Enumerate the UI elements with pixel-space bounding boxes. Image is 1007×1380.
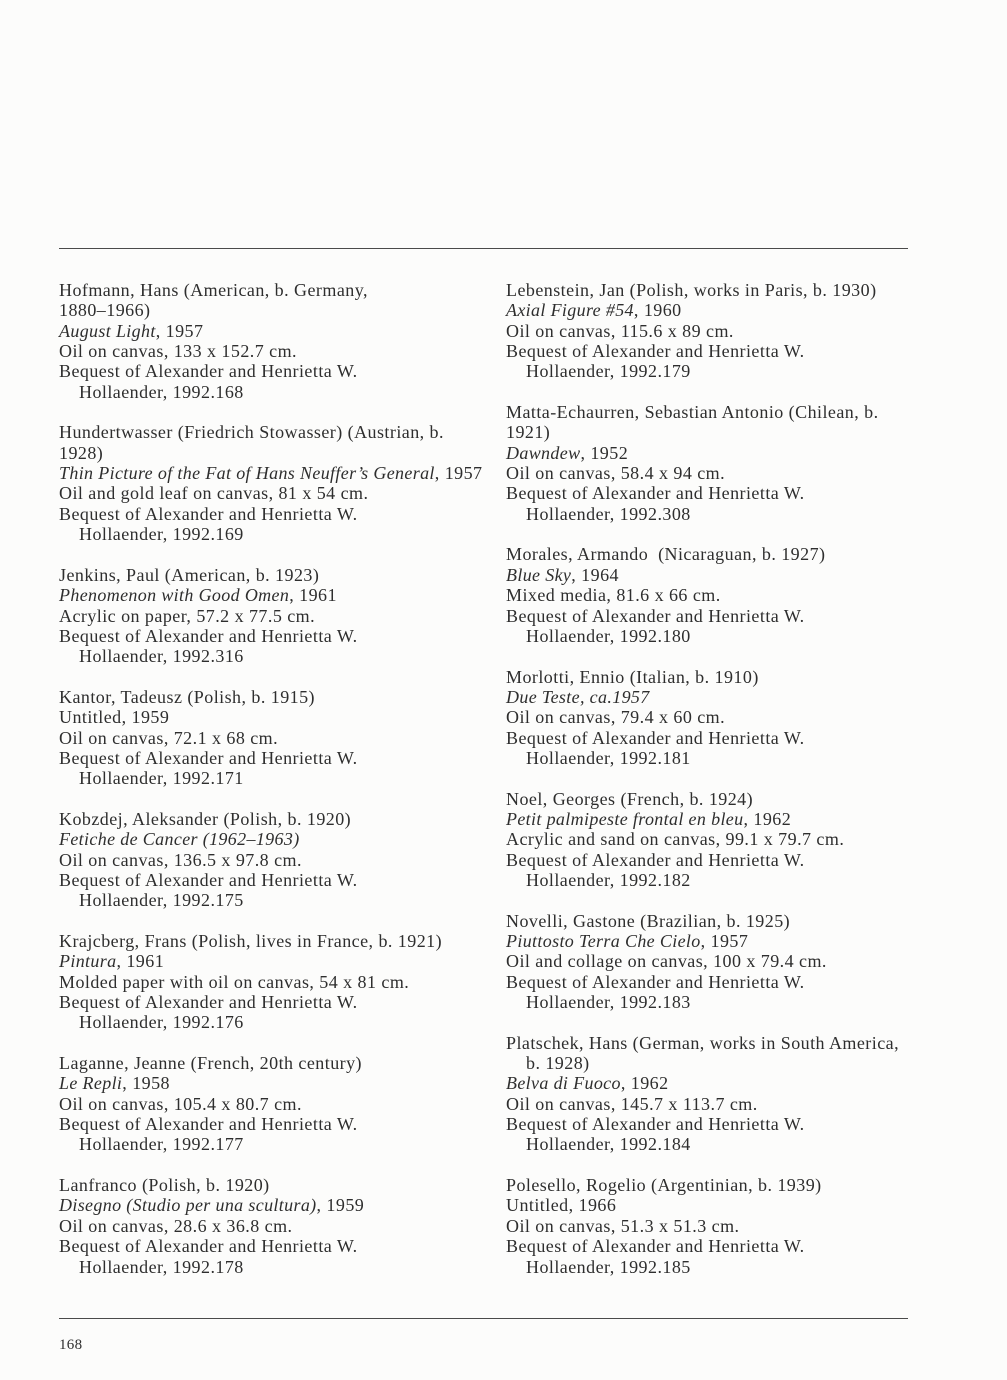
medium-dimensions: Oil on canvas, 145.7 x 113.7 cm. [506, 1093, 758, 1114]
accession-number: Hollaender, 1992.184 [526, 1134, 691, 1155]
credit-line: Bequest of Alexander and Henrietta W. [506, 341, 805, 362]
title-italic: Due Teste, ca.1957 [506, 686, 650, 707]
artist-name: Jenkins, Paul (American, b. 1923) [59, 564, 320, 585]
artwork-title [506, 443, 946, 463]
accession-number: Hollaender, 1992.185 [526, 1256, 691, 1277]
artist-name: 1928) [59, 442, 104, 463]
accession-number: Hollaender, 1992.175 [79, 890, 244, 911]
artwork-title [59, 463, 483, 484]
accession-number: Hollaender, 1992.308 [526, 503, 691, 524]
title-date: , 1961 [116, 951, 165, 972]
catalog-entry [506, 667, 946, 769]
artist-name: Noel, Georges (French, b. 1924) [506, 788, 754, 809]
artwork-title [59, 1195, 479, 1215]
artist-name: Hundertwasser (Friedrich Stowasser) (Austrian, b. [59, 422, 444, 443]
catalog-entry [59, 931, 479, 1033]
artwork-title [59, 951, 479, 971]
catalog-entry [59, 687, 479, 789]
catalog-entry [506, 280, 946, 382]
medium-dimensions: Oil on canvas, 72.1 x 68 cm. [59, 727, 279, 748]
medium-dimensions: Oil on canvas, 28.6 x 36.8 cm. [59, 1215, 293, 1236]
title-italic: Piuttosto Terra Che Cielo [506, 931, 701, 951]
artwork-title [506, 565, 946, 585]
medium-dimensions: Oil on canvas, 105.4 x 80.7 cm. [59, 1093, 302, 1114]
artwork-title [506, 300, 946, 320]
catalog-entry [59, 809, 479, 911]
catalog-entry [506, 402, 946, 524]
title-date: , 1952 [580, 442, 629, 463]
title-italic: Fetiche de Cancer (1962–1963) [59, 829, 300, 850]
left-column [59, 280, 483, 1297]
accession-number: Hollaender, 1992.171 [79, 768, 244, 789]
accession-number: Hollaender, 1992.182 [526, 869, 691, 890]
title-italic: Axial Figure #54 [506, 300, 634, 321]
artwork-title [59, 1073, 479, 1093]
title-date: , 1958 [122, 1073, 170, 1094]
title-italic: Le Repli [59, 1073, 123, 1094]
artist-name: 1921) [506, 422, 551, 443]
title-date: , 1960 [633, 300, 682, 321]
medium-dimensions: Acrylic and sand on canvas, 99.1 x 79.7 cm. [506, 829, 845, 850]
credit-line: Bequest of Alexander and Henrietta W. [59, 869, 358, 890]
artist-name: Kantor, Tadeusz (Polish, b. 1915) [59, 686, 316, 707]
catalog-entry [59, 422, 483, 545]
artist-name: 1880–1966) [59, 300, 151, 321]
title-date: , 1957 [434, 463, 483, 484]
catalog-entry [59, 1053, 479, 1155]
credit-line: Bequest of Alexander and Henrietta W. [59, 992, 358, 1013]
medium-dimensions: Mixed media, 81.6 x 66 cm. [506, 585, 721, 606]
catalog-entry [506, 1033, 946, 1155]
credit-line: Bequest of Alexander and Henrietta W. [506, 483, 805, 504]
title-italic: August Light [59, 320, 156, 341]
credit-line: Bequest of Alexander and Henrietta W. [506, 971, 805, 992]
artwork-title [506, 1073, 946, 1093]
credit-line: Bequest of Alexander and Henrietta W. [59, 361, 358, 382]
title-date: , 1959 [316, 1195, 365, 1216]
artist-name: Lanfranco (Polish, b. 1920) [59, 1175, 270, 1196]
title-date: Untitled, 1966 [506, 1195, 617, 1216]
artist-name: Kobzdej, Aleksander (Polish, b. 1920) [59, 808, 352, 829]
catalog-entry [506, 1175, 946, 1277]
medium-dimensions: Oil on canvas, 115.6 x 89 cm. [506, 320, 734, 341]
artwork-title [506, 809, 946, 829]
artwork-title [506, 931, 946, 951]
artist-name: Krajcberg, Frans (Polish, lives in France, b. 1921) [59, 931, 443, 951]
title-date: , 1962 [743, 808, 792, 829]
medium-dimensions: Oil on canvas, 79.4 x 60 cm. [506, 707, 726, 728]
credit-line: Bequest of Alexander and Henrietta W. [59, 503, 358, 524]
medium-dimensions: Oil and collage on canvas, 100 x 79.4 cm. [506, 951, 827, 972]
accession-number: Hollaender, 1992.177 [79, 1134, 244, 1155]
title-italic: Petit palmipeste frontal en bleu [506, 808, 744, 829]
artist-name: Matta-Echaurren, Sebastian Antonio (Chilean, b. [506, 402, 879, 423]
medium-dimensions: Oil on canvas, 58.4 x 94 cm. [506, 463, 726, 484]
medium-dimensions: Acrylic on paper, 57.2 x 77.5 cm. [59, 605, 316, 626]
credit-line: Bequest of Alexander and Henrietta W. [59, 747, 358, 768]
artist-name: Platschek, Hans (German, works in South America, [506, 1032, 900, 1053]
medium-dimensions: Oil on canvas, 136.5 x 97.8 cm. [59, 849, 302, 870]
credit-line: Bequest of Alexander and Henrietta W. [506, 727, 805, 748]
title-date: , 1962 [620, 1073, 669, 1094]
accession-number: Hollaender, 1992.181 [526, 747, 691, 768]
credit-line: Bequest of Alexander and Henrietta W. [506, 605, 805, 626]
artist-name: Hofmann, Hans (American, b. Germany, [59, 280, 368, 300]
title-italic: Belva di Fuoco [506, 1073, 621, 1094]
medium-dimensions: Molded paper with oil on canvas, 54 x 81 cm. [59, 971, 410, 992]
credit-line: Bequest of Alexander and Henrietta W. [506, 849, 805, 870]
artwork-title [506, 687, 946, 707]
artist-name: b. 1928) [526, 1053, 590, 1074]
accession-number: Hollaender, 1992.168 [79, 381, 244, 402]
title-italic: Thin Picture of the Fat of Hans Neuffer’s General [59, 463, 435, 484]
title-italic: Disegno (Studio per una scultura) [59, 1195, 317, 1216]
title-date: , 1961 [289, 585, 337, 606]
title-italic: Phenomenon with Good Omen [59, 585, 290, 606]
catalog-entry [506, 911, 946, 1013]
credit-line: Bequest of Alexander and Henrietta W. [506, 1236, 805, 1257]
medium-dimensions: Oil on canvas, 51.3 x 51.3 cm. [506, 1215, 740, 1236]
title-date: , 1957 [155, 320, 204, 341]
artwork-title [59, 321, 479, 341]
artist-name: Morlotti, Ennio (Italian, b. 1910) [506, 666, 759, 687]
top-rule [59, 248, 908, 249]
accession-number: Hollaender, 1992.176 [79, 1012, 244, 1033]
artist-name: Novelli, Gastone (Brazilian, b. 1925) [506, 910, 791, 931]
medium-dimensions: Oil and gold leaf on canvas, 81 x 54 cm. [59, 483, 369, 504]
right-column [506, 280, 946, 1297]
artist-name: Lebenstein, Jan (Polish, works in Paris, b. 1930) [506, 280, 877, 300]
artwork-title [59, 707, 479, 727]
catalog-entry [506, 544, 946, 646]
artist-name: Laganne, Jeanne (French, 20th century) [59, 1053, 362, 1074]
title-date: , 1957 [700, 931, 749, 951]
catalog-entry [59, 1175, 479, 1277]
title-italic: Blue Sky [506, 564, 572, 585]
artwork-title [59, 829, 479, 849]
catalog-entry [506, 789, 946, 891]
title-date: , 1964 [571, 564, 619, 585]
title-italic: Pintura [59, 951, 117, 972]
accession-number: Hollaender, 1992.316 [79, 646, 244, 667]
accession-number: Hollaender, 1992.169 [79, 524, 244, 545]
catalog-entry [59, 565, 479, 667]
accession-number: Hollaender, 1992.180 [526, 625, 691, 646]
artist-name: Morales, Armando (Nicaraguan, b. 1927) [506, 544, 826, 565]
artwork-title [506, 1195, 946, 1215]
accession-number: Hollaender, 1992.183 [526, 992, 691, 1013]
title-italic: Dawndew [506, 442, 581, 463]
credit-line: Bequest of Alexander and Henrietta W. [506, 1114, 805, 1135]
bottom-rule [59, 1318, 908, 1319]
artist-name: Polesello, Rogelio (Argentinian, b. 1939) [506, 1175, 822, 1196]
artwork-title [59, 585, 479, 605]
credit-line: Bequest of Alexander and Henrietta W. [59, 1114, 358, 1135]
catalog-entry [59, 280, 479, 402]
accession-number: Hollaender, 1992.178 [79, 1256, 244, 1277]
accession-number: Hollaender, 1992.179 [526, 361, 691, 382]
credit-line: Bequest of Alexander and Henrietta W. [59, 1236, 358, 1257]
title-date: Untitled, 1959 [59, 707, 170, 728]
page-number: 168 [59, 1337, 83, 1353]
medium-dimensions: Oil on canvas, 133 x 152.7 cm. [59, 341, 297, 362]
credit-line: Bequest of Alexander and Henrietta W. [59, 625, 358, 646]
